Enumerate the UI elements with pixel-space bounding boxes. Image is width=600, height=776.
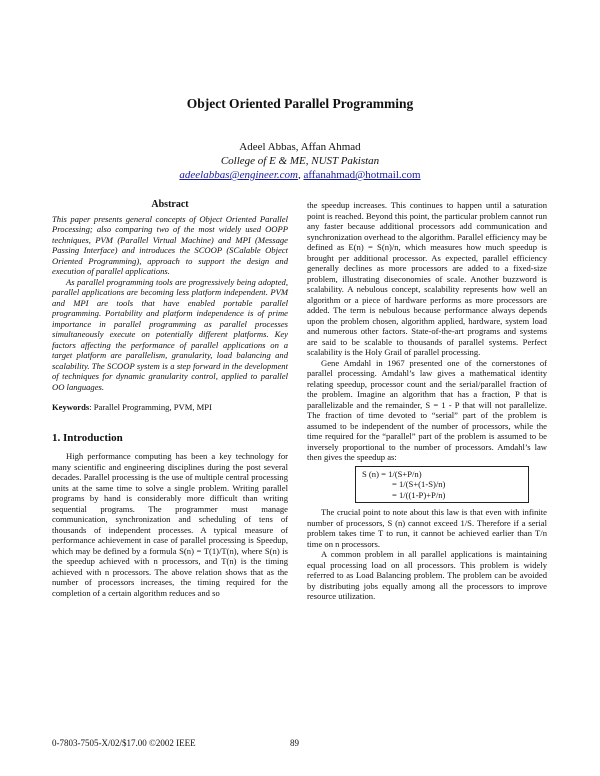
paper-title: Object Oriented Parallel Programming xyxy=(186,96,414,111)
keywords-text: : Parallel Programming, PVM, MPI xyxy=(89,402,212,412)
formula-line-2: = 1/(S+(1-S)/n) xyxy=(392,479,446,489)
right-paragraph-3: The crucial point to note about this law is that even with infinite number of processors, S (n) cannot exceed 1/S. Therefore if a serial problem takes time T to run, it cannot be achieved earlier than T/n time on n processors. xyxy=(307,507,547,549)
left-column xyxy=(52,200,288,598)
abstract-heading: Abstract xyxy=(151,199,189,210)
email-link-1[interactable]: adeelabbas@engineer.com xyxy=(179,169,298,181)
intro-paragraph-1: High performance computing has been a key technology for many scientific and engineering disciplines during the post several decades. Parallel processing is the use of multiple central processing units at the same time to solve a single problem. Writing parallel programs by hand is considerably more difficult than writing sequential programs. The programmer must manage communication, synchronization and scheduling of tens of thousands of independent processes. A typical measure of performance achievement in case of parallel processing is Speedup, which may be defined by a formula S(n) = T(1)/T(n), where S(n) is the speedup achieved with n processors, and T(n) is the timing achieved with n processors. The above relation shows that as the number of processors increases, the timing required for the completion of a certain algorithm reduces and so xyxy=(52,451,288,598)
author-affiliation: College of E & ME, NUST Pakistan xyxy=(220,155,380,167)
footer-page-number: 89 xyxy=(290,738,299,748)
right-column xyxy=(307,200,547,602)
right-paragraph-1: the speedup increases. This continues to happen until a saturation point is reached. Beyond this point, the particular problem cannot run any faster because additional processors add communication and synchronization overhead to the algorithm. Parallel efficiency may be defined as E(n) = S(n)/n, which measures how much speedup is brought per additional processor. As expected, parallel efficiency generally declines as more processors are added to a fixed-size problem, illustrating diseconomies of scale. Another buzzword is scalability. A nebulous concept, scalability represents how well an algorithm or a piece of hardware performs as more processors are added. The term is nebulous because performance always depends upon the problem chosen, algorithm applied, hardware, system load and numerous other factors. State-of-the-art programs and systems are said to be scalable to thousands of parallel systems. Perfect scalability is the Holy Grail of parallel processing. xyxy=(307,200,547,357)
formula-line-1: S (n) = 1/(S+P/n) xyxy=(362,468,422,479)
author-emails xyxy=(0,168,600,182)
section-heading-introduction: 1. Introduction xyxy=(52,431,123,444)
amdahl-formula-box xyxy=(355,466,529,504)
right-paragraph-2: Gene Amdahl in 1967 presented one of the cornerstones of parallel processing. Amdahl’s law gives a mathematical identity relating speedup, processor count and the serial/parallel fraction of the problem. Imagine an algorithm that has a fraction, P that is parallelizable and the remainder, S = 1 - P that will not parallelize. The fraction of time devoted to “serial” part of the problem is assumed to be independent of the number of processors, while the time required for the “parallel” part of the problem is assumed to be inversely proportional to the number of processors. Amdahl’s law then gives the speedup as: xyxy=(307,357,547,462)
right-paragraph-4: A common problem in all parallel applications is maintaining equal processing load on all processors. This problem is widely referred to as Load Balancing problem. The problem can be avoided by distributing jobs equally among all the processors to improve resource utilization. xyxy=(307,549,547,601)
author-block xyxy=(0,140,600,182)
keywords-label: Keywords xyxy=(52,402,90,412)
footer-copyright: 0-7803-7505-X/02/$17.00 ©2002 IEEE xyxy=(52,738,196,748)
formula-line-3: = 1/((1-P)+P/n) xyxy=(392,489,446,500)
author-names: Adeel Abbas, Affan Ahmad xyxy=(239,141,361,153)
abstract-paragraph-2: As parallel programming tools are progressively being adopted, parallel applications are becoming less platform independent. PVM and MPI are tools that have enabled portable parallel programming. Portability and platform independence is of prime importance in parallel programming as parallel processes simultaneously execute on potentially different platforms. Key factors affecting the performance of parallel applications on a target platform are parallelism, granularity, load balancing and scalability. The SCOOP system is a step forward in the development of techniques for dynamic granularity control, applied to parallel OO languages. xyxy=(52,276,288,392)
email-link-2[interactable]: affanahmad@hotmail.com xyxy=(303,169,421,181)
abstract-paragraph-1: This paper presents general concepts of Object Oriented Parallel Processing; also comparing two of the most widely used OOPP techniques, PVM (Parallel Virtual Machine) and MPI (Message Passing Interface) and introduces the SCOOP (SCalable Object Oriented Programming), approach to support the design and execution of parallel applications. xyxy=(52,213,288,276)
keywords-line xyxy=(52,402,288,413)
email-separator: , xyxy=(297,169,304,181)
